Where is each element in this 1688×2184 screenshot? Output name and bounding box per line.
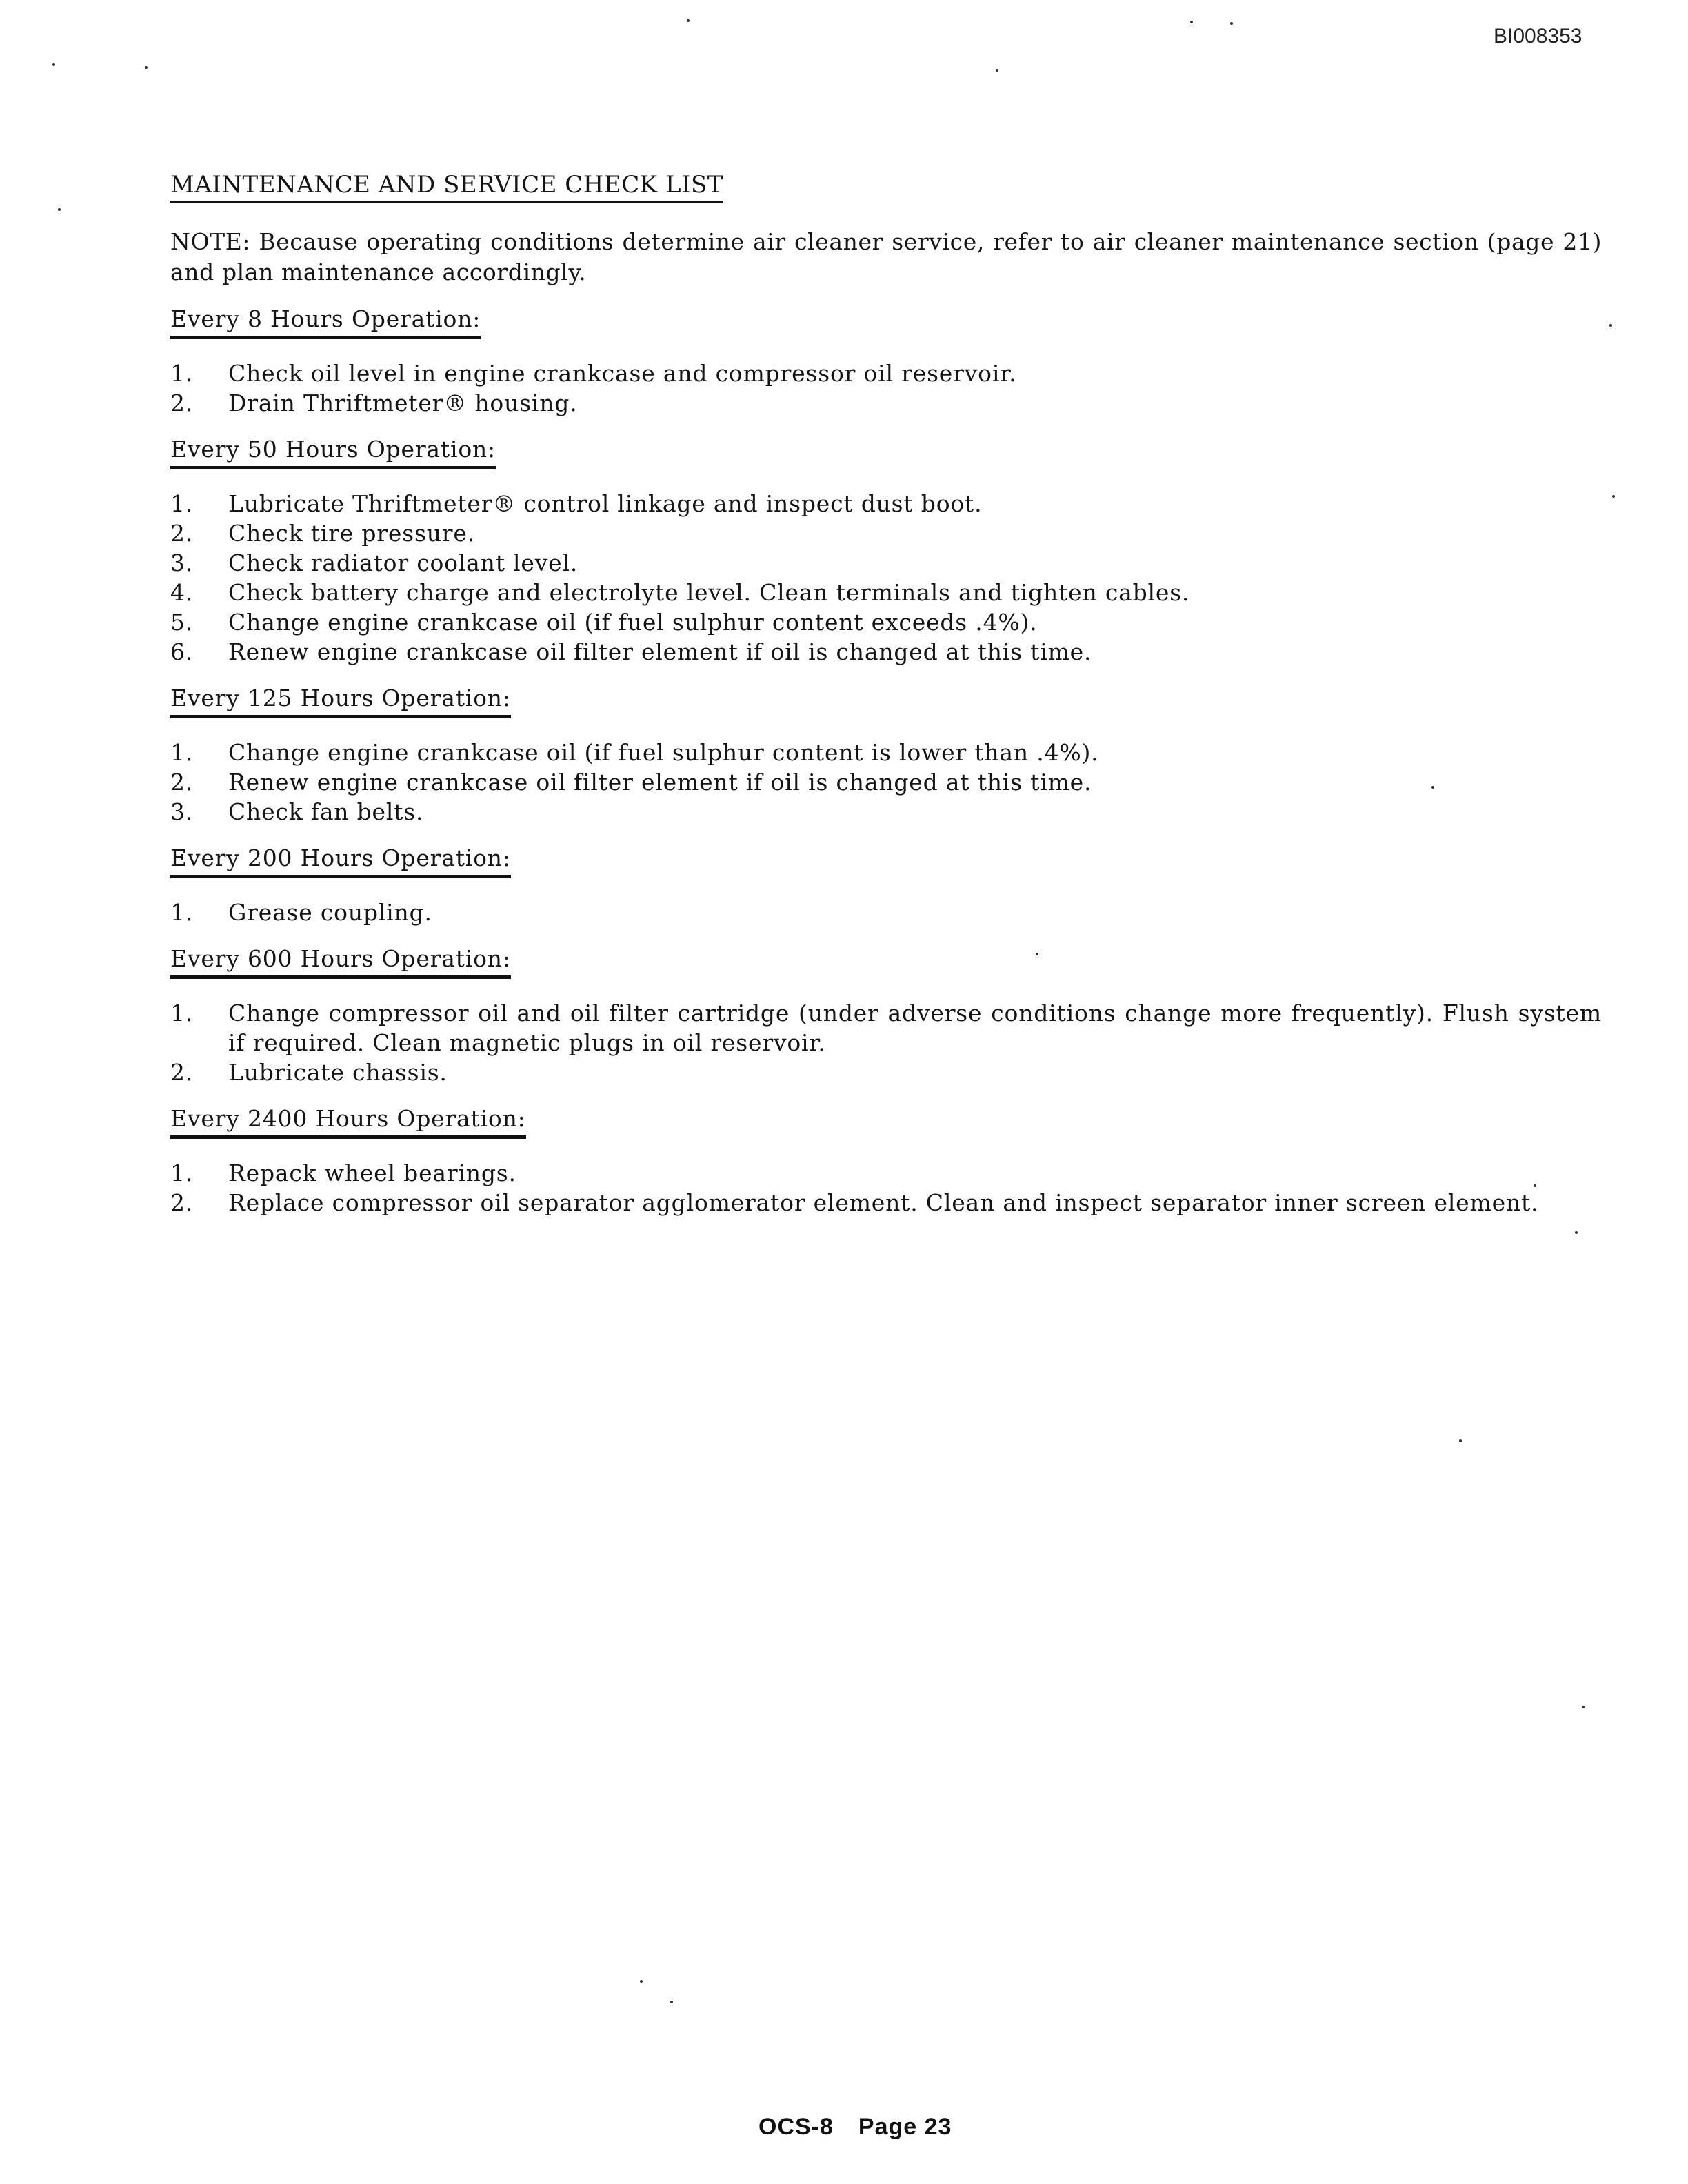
item-number: 3.	[170, 798, 194, 825]
checklist-item	[170, 607, 1602, 637]
scan-speck	[670, 2001, 673, 2003]
scan-speck	[58, 208, 61, 211]
section-heading: Every 50 Hours Operation:	[170, 434, 496, 469]
checklist-item	[170, 1158, 1602, 1188]
item-number: 3.	[170, 549, 194, 576]
item-number: 2.	[170, 1059, 194, 1086]
footer-page-label: Page 23	[858, 2114, 952, 2140]
scan-speck	[1582, 1706, 1585, 1708]
checklist-items	[170, 358, 1602, 418]
checklist-items	[170, 898, 1602, 927]
item-number: 1.	[170, 899, 194, 926]
scan-speck	[996, 69, 998, 72]
scan-speck	[1609, 324, 1612, 327]
air-cleaner-note: NOTE: Because operating conditions determine air cleaner service, refer to air cleaner maintenance section (page 21) and plan maintenance accordingly.	[170, 228, 1602, 285]
item-text: Change compressor oil and oil filter cartridge (under adverse conditions change more frequently). Flush system if required. Clean magnetic plugs in oil reservoir.	[228, 1000, 1602, 1056]
item-text: Check battery charge and electrolyte level. Clean terminals and tighten cables.	[228, 579, 1190, 606]
item-text: Grease coupling.	[228, 899, 432, 926]
checklist-item	[170, 518, 1602, 548]
checklist-items	[170, 998, 1602, 1087]
checklist-content	[170, 168, 1602, 1217]
checklist-item	[170, 1058, 1602, 1087]
scan-speck	[640, 1980, 643, 1983]
item-number: 1.	[170, 1000, 194, 1027]
item-number: 1.	[170, 490, 194, 517]
item-text: Renew engine crankcase oil filter element if oil is changed at this time.	[228, 769, 1092, 796]
item-number: 6.	[170, 638, 194, 665]
item-text: Check fan belts.	[228, 798, 424, 825]
checklist-section	[170, 1104, 1602, 1217]
document-id: BI008353	[1494, 25, 1582, 48]
item-number: 1.	[170, 360, 194, 387]
checklist-item	[170, 637, 1602, 667]
item-text: Check oil level in engine crankcase and compressor oil reservoir.	[228, 360, 1017, 387]
section-heading: Every 600 Hours Operation:	[170, 944, 511, 979]
footer-doc-code: OCS-8	[758, 2114, 834, 2140]
item-text: Repack wheel bearings.	[228, 1160, 516, 1186]
item-number: 4.	[170, 579, 194, 606]
checklist-item	[170, 1188, 1602, 1217]
page-title: MAINTENANCE AND SERVICE CHECK LIST	[170, 168, 723, 203]
checklist-section	[170, 434, 1602, 667]
item-number: 1.	[170, 739, 194, 766]
section-heading: Every 125 Hours Operation:	[170, 683, 511, 718]
scan-speck	[52, 63, 55, 66]
scan-speck	[1575, 1231, 1578, 1234]
scan-speck	[1190, 21, 1193, 23]
checklist-item	[170, 767, 1602, 797]
item-text: Lubricate chassis.	[228, 1059, 448, 1086]
checklist-section	[170, 944, 1602, 1087]
section-heading: Every 2400 Hours Operation:	[170, 1104, 526, 1139]
scan-speck	[687, 19, 690, 22]
scan-speck	[1036, 953, 1038, 956]
item-text: Change engine crankcase oil (if fuel sulphur content is lower than .4%).	[228, 739, 1099, 766]
checklist-items	[170, 1158, 1602, 1217]
item-text: Check tire pressure.	[228, 520, 475, 547]
item-text: Drain Thriftmeter® housing.	[228, 390, 578, 416]
checklist-items	[170, 489, 1602, 667]
section-heading: Every 200 Hours Operation:	[170, 843, 511, 878]
checklist-section	[170, 683, 1602, 827]
item-text: Lubricate Thriftmeter® control linkage and inspect dust boot.	[228, 490, 983, 517]
checklist-section	[170, 843, 1602, 927]
checklist-item	[170, 998, 1602, 1058]
checklist-item	[170, 738, 1602, 767]
scan-speck	[1612, 495, 1615, 498]
checklist-item	[170, 388, 1602, 418]
scan-speck	[1431, 786, 1434, 789]
checklist-item	[170, 797, 1602, 827]
item-number: 2.	[170, 520, 194, 547]
checklist-item	[170, 548, 1602, 578]
section-heading: Every 8 Hours Operation:	[170, 304, 481, 339]
scan-speck	[145, 66, 148, 69]
item-number: 2.	[170, 390, 194, 416]
item-text: Check radiator coolant level.	[228, 549, 579, 576]
item-number: 1.	[170, 1160, 194, 1186]
item-number: 2.	[170, 769, 194, 796]
page-footer	[758, 2114, 952, 2141]
item-number: 2.	[170, 1189, 194, 1216]
scan-speck	[1459, 1439, 1462, 1442]
item-text: Change engine crankcase oil (if fuel sulphur content exceeds .4%).	[228, 609, 1038, 636]
scan-speck	[1534, 1184, 1536, 1187]
checklist-item	[170, 578, 1602, 607]
item-number: 5.	[170, 609, 194, 636]
item-text: Replace compressor oil separator agglomerator element. Clean and inspect separator inner screen element.	[228, 1189, 1539, 1216]
checklist-item	[170, 898, 1602, 927]
checklist-items	[170, 738, 1602, 827]
item-text: Renew engine crankcase oil filter element if oil is changed at this time.	[228, 638, 1092, 665]
scan-speck	[1230, 22, 1233, 25]
checklist-item	[170, 358, 1602, 388]
checklist-section	[170, 304, 1602, 418]
schedule-sections	[170, 304, 1602, 1217]
checklist-item	[170, 489, 1602, 518]
